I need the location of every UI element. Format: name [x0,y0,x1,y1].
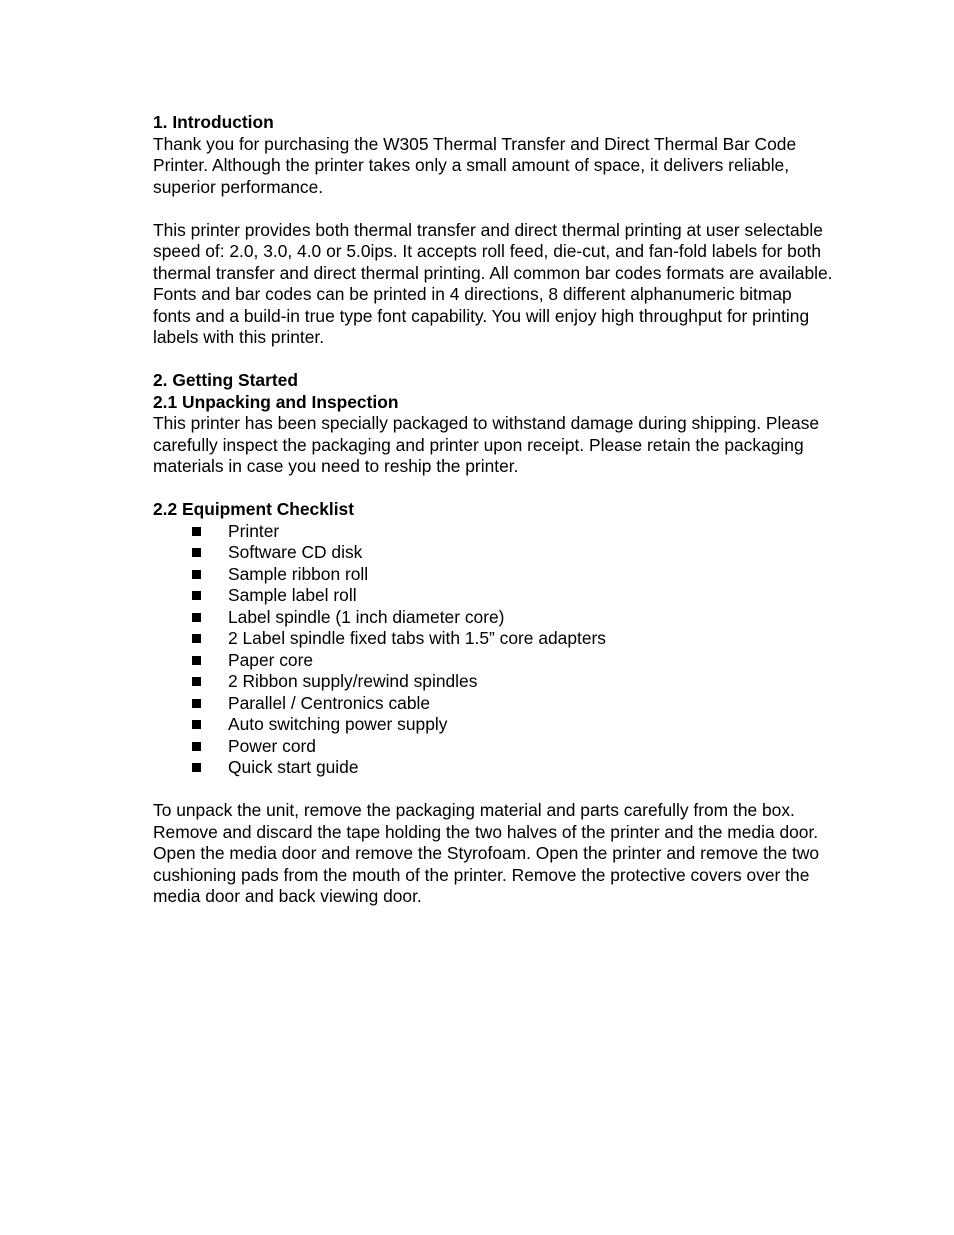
equipment-checklist [153,521,833,779]
unpacking-paragraph: This printer has been specially packaged to withstand damage during shipping. Please carefully inspect the packaging and printer upon receipt. Please retain the packaging materials in case you need to reship the printer. [153,413,820,476]
unpacking-heading: 2.1 Unpacking and Inspection [153,391,399,412]
square-bullet-icon [192,634,201,643]
checklist-item-label: Software CD disk [228,542,363,562]
checklist-item [153,521,833,543]
square-bullet-icon [192,591,201,600]
intro-paragraph-2: This printer provides both thermal transfer and direct thermal printing at user selectable speed of: 2.0, 3.0, 4.0 or 5.0ips. It accepts roll feed, die-cut, and fan-fold labels for both thermal transfer and direct thermal printing. All common bar codes formats are available. Fonts and bar codes can be printed in 4 directions, 8 different alphanumeric bitmap fonts and a build-in true type font capability. You will enjoy high throughput for printing labels with this printer. [153,219,833,347]
checklist-item-label: Label spindle (1 inch diameter core) [228,606,505,627]
spacer [153,349,833,371]
checklist-item-label: Paper core [228,649,314,670]
checklist-item [153,542,833,564]
checklist-item-label: Quick start guide [228,757,359,777]
checklist-item-label: 2 Ribbon supply/rewind spindles [228,671,478,691]
square-bullet-icon [192,570,201,579]
spacer [153,198,833,220]
checklist-item-label: Sample ribbon roll [228,563,369,584]
checklist-item-label: Power cord [228,735,316,756]
intro-paragraph-1: Thank you for purchasing the W305 Thermal Transfer and Direct Thermal Bar Code Printer. Although the printer takes only a small amount of space, it delivers reliable, superior performance. [153,133,797,197]
checklist-item [153,585,833,607]
square-bullet-icon [192,613,201,622]
unpack-instructions-paragraph: To unpack the unit, remove the packaging material and parts carefully from the box. Remove and discard the tape holding the two halves of the printer and the media door. Open the media door and remove the Styrofoam. Open the printer and remove the two cushioning pads from the mouth of the printer. Remove the protective covers over the media door and back viewing door. [153,800,820,906]
checklist-item [153,757,833,779]
checklist-item [153,564,833,586]
square-bullet-icon [192,548,201,557]
checklist-item-label: Sample label roll [228,585,357,605]
checklist-item-label: Auto switching power supply [228,714,448,734]
square-bullet-icon [192,720,201,729]
getting-started-heading: 2. Getting Started [153,370,298,390]
checklist-item [153,736,833,758]
square-bullet-icon [192,527,201,536]
checklist-heading: 2.2 Equipment Checklist [153,499,355,519]
spacer [153,478,833,500]
document-page [153,112,833,908]
checklist-item-label: Parallel / Centronics cable [228,692,431,713]
square-bullet-icon [192,656,201,665]
checklist-item [153,650,833,672]
checklist-item [153,693,833,715]
checklist-item [153,607,833,629]
checklist-item [153,628,833,650]
checklist-item-label: 2 Label spindle fixed tabs with 1.5” core adapters [228,628,606,648]
square-bullet-icon [192,763,201,772]
checklist-item-label: Printer [228,520,280,541]
square-bullet-icon [192,742,201,751]
checklist-item [153,671,833,693]
square-bullet-icon [192,677,201,686]
spacer [153,779,833,801]
checklist-item [153,714,833,736]
intro-heading: 1. Introduction [153,112,274,132]
square-bullet-icon [192,699,201,708]
